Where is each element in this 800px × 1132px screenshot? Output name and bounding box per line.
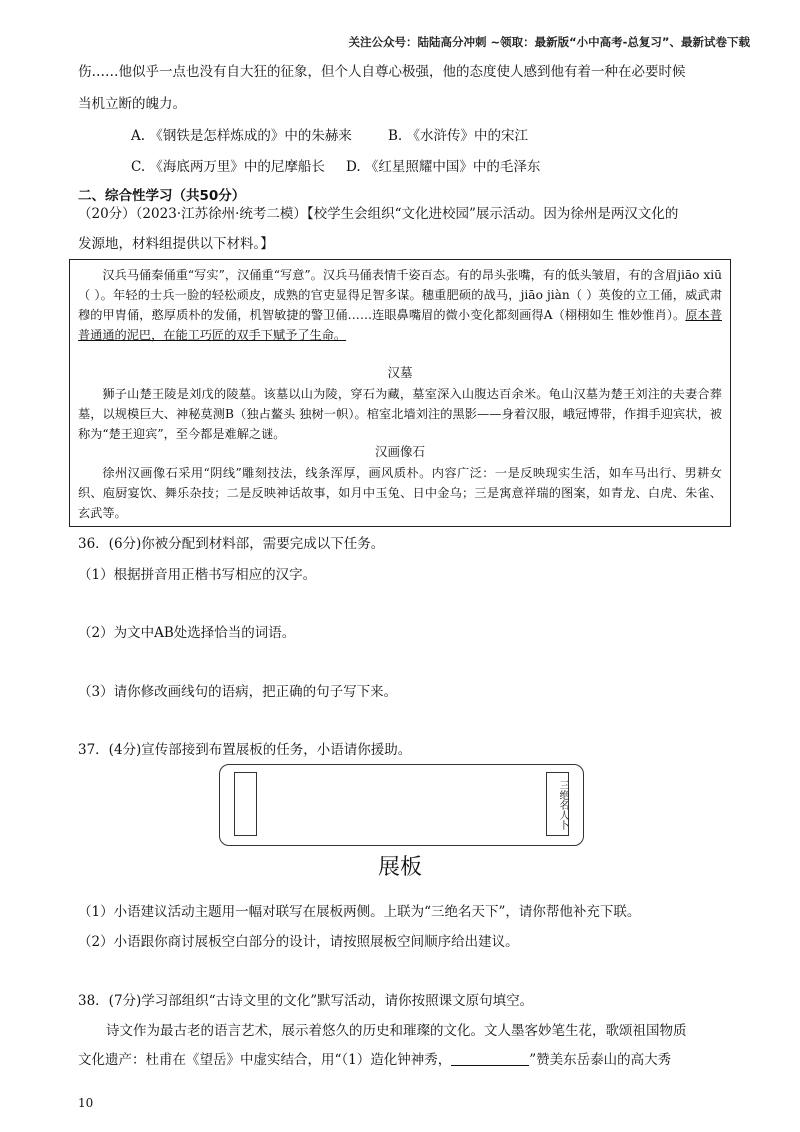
- q38-line-2-b: ”赞美东岳泰山的高大秀: [529, 1052, 672, 1068]
- material-box: [69, 259, 731, 527]
- q38-stem: 38．(7分)学习部组织“古诗文里的文化”默写活动，请你按照课文原句填空。: [78, 993, 534, 1009]
- q37-stem: 37．(4分)宣传部接到布置展板的任务，小语请你援助。: [78, 742, 412, 758]
- option-b: B. 《水浒传》中的宋江: [388, 128, 529, 144]
- display-board: [219, 764, 584, 846]
- q36-task-1: （1）根据拼音用正楷书写相应的汉字。: [78, 567, 317, 583]
- page-number: 10: [78, 1096, 94, 1110]
- q37-task-1: （1）小语建议活动主题用一幅对联写在展板两侧。上联为“三绝名天下”，请你帮他补充下联。: [78, 904, 641, 920]
- option-a: A. 《钢铁是怎样炼成的》中的朱赫来: [131, 128, 352, 144]
- q38-line-2: [78, 1050, 671, 1070]
- q37-task-2: （2）小语跟你商讨展板空白部分的设计，请按照展板空间顺序给出建议。: [78, 934, 519, 950]
- section-title: 二、综合性学习（共50分）: [78, 188, 246, 204]
- prev-question-line-1: 伤……他似乎一点也没有自大狂的征象，但个人自尊心极强，他的态度使人感到他有着一种在必要时候: [78, 64, 686, 80]
- prev-question-line-2: 当机立断的魄力。: [78, 96, 186, 112]
- q38-line-2-a: 文化遗产：杜甫在《望岳》中虚实结合，用“（1）造化钟神秀，: [78, 1052, 452, 1068]
- section-intro-line-2: 发源地，材料组提供以下材料。】: [78, 236, 274, 252]
- board-caption: 展板: [377, 855, 422, 880]
- answer-blank[interactable]: [451, 1051, 529, 1066]
- material-p1-text: 汉兵马俑秦俑重“写实”，汉俑重“写意”。汉兵马俑表情千姿百态。有的昂头张嘴，有的低头皱眉，有的含眉jiāo xiū（ ）。年轻的士兵一脸的轻松顽皮，成熟的官吏显得足智多谋。穗重肥硕的战马，jiāo jiàn（ ）英俊的立工俑，威武肃穆的甲胄俑，憨厚质朴的发俑，机智敏捷的警卫俑……连眼鼻嘴眉的微小变化都刻画得A（栩栩如生 惟妙惟肖）。: [78, 268, 722, 322]
- q36-task-2: （2）为文中AB处选择恰当的词语。: [78, 625, 296, 641]
- board-left-couplet-slot: [234, 772, 257, 836]
- material-paragraph-1: [78, 265, 722, 345]
- heading-han-stone-reliefs: 汉画像石: [374, 444, 425, 459]
- underlined-sentence: 原本普普通通的泥巴，在能工巧匠的双手下赋予了生命。: [78, 308, 723, 342]
- board-right-couplet: 三绝名人卜: [546, 772, 569, 836]
- heading-han-tomb: 汉墓: [387, 365, 413, 380]
- header-note: 关注公众号：陆陆高分冲刺 ~领取：最新版“小中高考-总复习”、最新试卷下载: [348, 35, 750, 49]
- option-c: C. 《海底两万里》中的尼摩船长: [131, 159, 325, 175]
- material-paragraph-3: 徐州汉画像石采用“阴线”雕刻技法，线条浑厚，画风质朴。内容广泛：一是反映现实生活，如车马出行、男耕女织、庖厨宴饮、舞乐杂技；二是反映神话故事，如月中玉兔、日中金乌；三是寓意祥瑞的图案，如青龙、白虎、朱雀、玄武等。: [78, 466, 722, 520]
- q38-line-1: 诗文作为最古老的语言艺术，展示着悠久的历史和璀璨的文化。文人墨客妙笔生花，歌颂祖国物质: [106, 1023, 687, 1039]
- option-d: D. 《红星照耀中国》中的毛泽东: [346, 159, 541, 175]
- section-intro-line-1: （20分）（2023·江苏徐州·统考二模）【校学生会组织“文化进校园”展示活动。因为徐州是两汉文化的: [78, 206, 679, 222]
- q36-task-3: （3）请你修改画线句的语病，把正确的句子写下来。: [78, 684, 398, 700]
- material-paragraph-2: 狮子山楚王陵是刘戊的陵墓。该墓以山为陵，穿石为藏，墓室深入山腹达百余米。龟山汉墓为楚王刘注的夫妻合葬墓，以规模巨大、神秘莫测B（独占鳌头 独树一帜）。棺室北墙刘注的黑影——身着汉服，峨冠博带，作揖手迎宾状，被称为“楚王迎宾”，至今都是难解之谜。: [78, 387, 722, 441]
- q36-stem: 36．(6分)你被分配到材料部，需要完成以下任务。: [78, 536, 385, 552]
